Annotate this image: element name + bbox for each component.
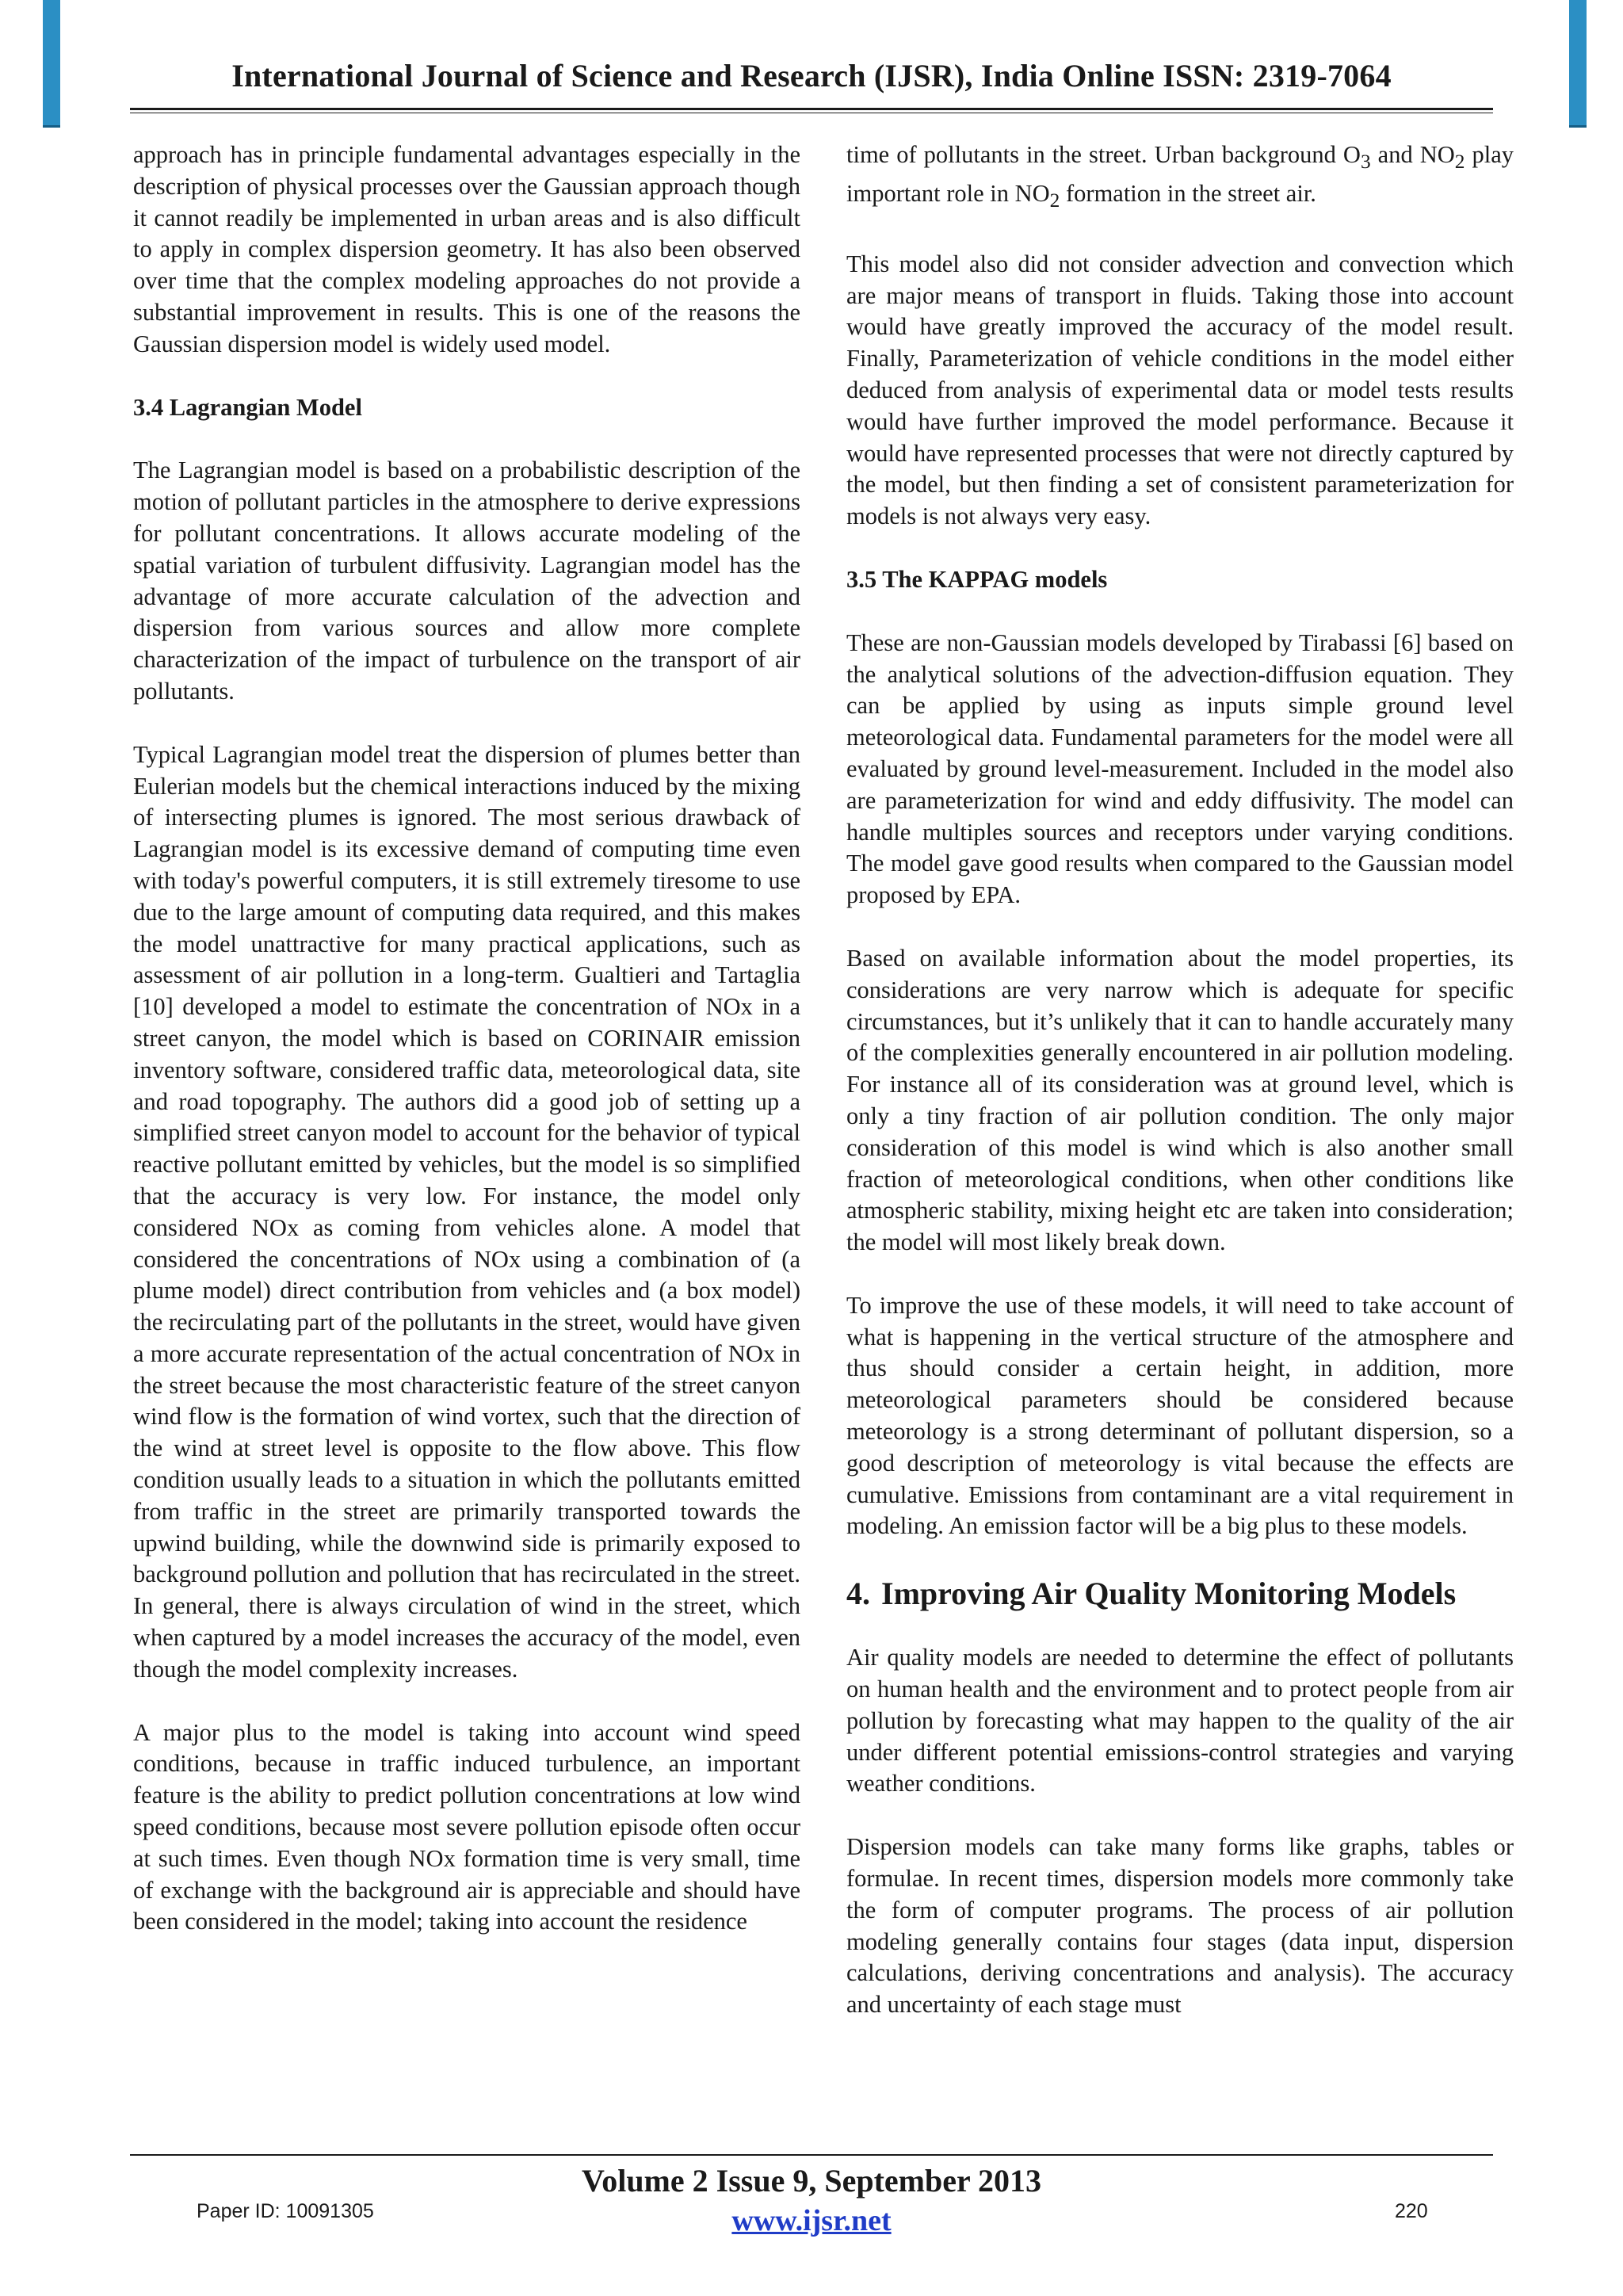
section-title: Improving Air Quality Monitoring Models — [881, 1576, 1457, 1612]
paragraph: Typical Lagrangian model treat the dispersion of plumes better than Eulerian models but the chemical interactions induced by the mixing of intersecting plumes is ignored. The most serious drawback of Lagrangian model is its excessive demand of computing time even with today's powerful computers, it is still extremely tiresome to use due to the large amount of computing data required, and this makes the model unattractive for many practical applications, such as assessment of air pollution in a long-term. Gualtieri and Tartaglia [10] developed a model to estimate the concentration of NOx in a street canyon, the model which is based on CORINAIR emission inventory software, considered traffic data, meteorological data, site and road topography. The authors did a good job of setting up a simplified street canyon model to account for the behavior of typical reactive pollutant emitted by vehicles, but the model is so simplified that the accuracy is very low. For instance, the model only considered NOx as coming from vehicles alone. A model that considered the concentrations of NOx using a combination of (a plume model) direct contribution from vehicles and (a box model) the recirculating part of the pollutants in the street, would have given a more accurate representation of the actual concentration of NOx in the street because the most characteristic feature of the street canyon wind flow is the formation of wind vortex, such that the direction of the wind at street level is opposite to the flow above. This flow condition usually leads to a situation in which the pollutants emitted from traffic in the street are primarily transported towards the upwind building, while the downwind side is primarily exposed to background pollution and pollution that has recirculated in the street. In general, there is always circulation of wind in the street, which when captured by a model increases the accuracy of the model, even though the model complexity increases. — [133, 740, 800, 1683]
footer-volume: Volume 2 Issue 9, September 2013 — [581, 2163, 1042, 2199]
right-column — [846, 139, 1514, 2053]
text-run: time of pollutants in the street. Urban background O — [846, 141, 1361, 168]
section-heading-4 — [846, 1574, 1514, 1614]
paragraph: To improve the use of these models, it will need to take account of what is happening in the vertical structure of the atmosphere and thus should consider a certain height, in addition, more meteorological parameters should be considered because meteorology is a strong determinant of pollutant dispersion, so a good description of meteorology is vital because the effects are cumulative. Emissions from contaminant are a vital requirement in modeling. An emission factor will be a big plus to these models. — [846, 1291, 1514, 1540]
paragraph — [846, 139, 1514, 217]
subscript: 2 — [1454, 151, 1465, 174]
journal-link[interactable]: www.ijsr.net — [731, 2204, 892, 2237]
paragraph: The Lagrangian model is based on a probabilistic description of the motion of pollutant particles in the atmosphere to derive expressions for pollutant concentrations. It allows accurate modeling of the spatial variation of turbulent diffusivity. Lagrangian model has the advantage of more accurate calculation of the advection and dispersion from various sources and allow more complete characterization of the impact of turbulence on the transport of air pollutants. — [133, 457, 800, 705]
paragraph: These are non-Gaussian models developed by Tirabassi [6] based on the analytical solutions of the advection-diffusion equation. They can be applied by using as inputs simple ground level meteorological data. Fundamental parameters for the model were all evaluated by ground level-measurement. Included in the model also are parameterization for wind and eddy diffusivity. The model can handle multiples sources and receptors under varying conditions. The model gave good results when compared to the Gaussian model proposed by EPA. — [846, 628, 1514, 909]
section-heading-3-5: 3.5 The KAPPAG models — [846, 565, 1108, 593]
paragraph: Based on available information about the model properties, its considerations are very narrow which is adequate for specific circumstances, but it’s unlikely that it can to handle accurately many of the complexities generally encountered in air pollution modeling. For instance all of its consideration was at ground level, which is only a tiny fraction of air pollution condition. The only major consideration of this model is wind which is also another small fraction of meteorological conditions, when other conditions like atmospheric stability, mixing height etc are taken into consideration; the model will most likely break down. — [846, 944, 1514, 1256]
header-rule — [130, 108, 1493, 110]
page-number: 220 — [1395, 2200, 1428, 2222]
subscript: 2 — [1049, 189, 1060, 212]
footer-rule — [130, 2154, 1493, 2156]
paragraph: Air quality models are needed to determine the effect of pollutants on human health and the environment and to protect people from air pollution by forecasting what may happen to the quality of the air under different potential emissions-control strategies and varying weather conditions. — [846, 1644, 1514, 1797]
text-run: and NO — [1370, 141, 1455, 168]
paper-id: Paper ID: 10091305 — [197, 2200, 374, 2222]
paragraph: This model also did not consider advection and convection which are major means of transport in fluids. Taking those into account would have greatly improved the accuracy of the model result. Finally, Parameterization of vehicle conditions in the model either deduced from analysis of experimental data or model tests results would have further improved the model performance. Because it would have represented processes that were not directly captured by the model, but then finding a set of consistent parameterization for models is not always very easy. — [846, 250, 1514, 530]
section-heading-3-4: 3.4 Lagrangian Model — [133, 393, 362, 421]
subscript: 3 — [1360, 151, 1371, 174]
journal-header: International Journal of Science and Research (IJSR), India Online ISSN: 2319-7064 — [231, 58, 1392, 94]
paragraph: Dispersion models can take many forms like graphs, tables or formulae. In recent times, dispersion models more commonly take the form of computer programs. The process of air pollution modeling generally contains four stages (data input, dispersion calculations, deriving concentrations and analysis). The accuracy and uncertainty of each stage must — [846, 1833, 1514, 2019]
text-run: play important role in NO — [846, 141, 1514, 207]
paragraph: A major plus to the model is taking into account wind speed conditions, because in traffic induced turbulence, an important feature is the ability to predict pollution concentrations at low wind speed conditions, because most severe pollution episode often occur at such times. Even though NOx formation time is very small, time of exchange with the background air is appreciable and should have been considered in the model; taking into account the residence — [133, 1718, 800, 1935]
text-run: formation in the street air. — [1060, 179, 1316, 207]
left-column — [133, 139, 800, 1969]
section-number: 4. — [846, 1576, 870, 1612]
paragraph: approach has in principle fundamental advantages especially in the description of physical processes over the Gaussian approach though it cannot readily be implemented in urban areas and is also difficult to apply in complex dispersion geometry. It has also been observed over time that the complex modeling approaches do not provide a substantial improvement in results. This is one of the reasons the Gaussian dispersion model is widely used model. — [133, 141, 800, 357]
